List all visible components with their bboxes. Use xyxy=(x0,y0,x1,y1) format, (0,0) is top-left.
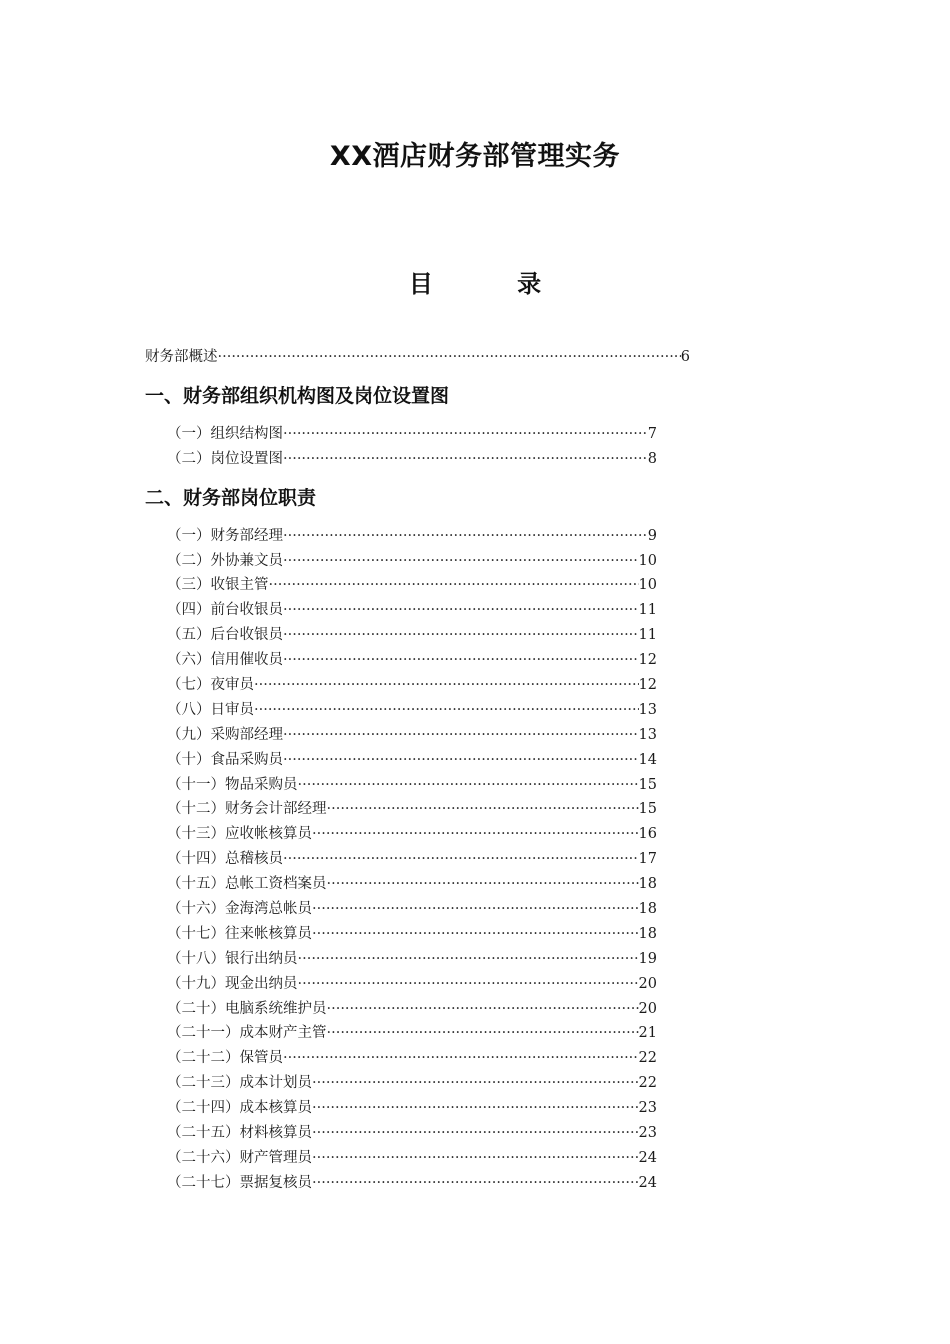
dot-leader xyxy=(283,1046,639,1071)
toc-entry-label: （七）夜审员 xyxy=(167,677,254,694)
toc-entry-page: 8 xyxy=(647,450,657,467)
toc-entry[interactable] xyxy=(145,1021,657,1046)
toc-entry-page: 14 xyxy=(638,751,657,768)
toc-entry-page: 6 xyxy=(680,349,690,365)
toc-entry-label: （十）食品采购员 xyxy=(167,751,283,768)
toc-entry-label: （十五）总帐工资档案员 xyxy=(167,876,327,893)
toc-entry-label: （五）后台收银员 xyxy=(167,627,283,644)
toc-entry-page: 22 xyxy=(638,1050,657,1067)
toc-entry-page: 11 xyxy=(638,602,657,619)
dot-leader xyxy=(327,1021,639,1046)
toc-entry-label: （二十）电脑系统维护员 xyxy=(167,1000,327,1017)
toc-entry-label: （二十五）材料核算员 xyxy=(167,1125,312,1142)
toc-entry[interactable] xyxy=(145,598,657,623)
toc-entry-page: 24 xyxy=(638,1174,657,1191)
toc-entry[interactable] xyxy=(145,1121,657,1146)
document-title: XX酒店财务部管理实务 xyxy=(329,141,621,172)
toc-entry-page: 10 xyxy=(638,552,657,569)
toc-entry-label: （十一）物品采购员 xyxy=(167,776,298,793)
toc-entry[interactable] xyxy=(145,773,657,798)
toc-entry-label: （十四）总稽核员 xyxy=(167,851,283,868)
toc-entry-label: （二十一）成本财产主管 xyxy=(167,1025,327,1042)
toc-entry-page: 21 xyxy=(638,1025,657,1042)
dot-leader xyxy=(283,422,648,447)
toc-entry[interactable] xyxy=(145,797,657,822)
dot-leader xyxy=(269,573,639,598)
dot-leader xyxy=(283,623,639,648)
toc-entry-page: 16 xyxy=(638,826,657,843)
dot-leader xyxy=(312,1146,639,1171)
toc-entry-label: （二十三）成本计划员 xyxy=(167,1075,312,1092)
dot-leader xyxy=(283,648,639,673)
toc-entry[interactable] xyxy=(145,972,657,997)
toc-entry[interactable] xyxy=(145,997,657,1022)
toc-entry-label: （一）财务部经理 xyxy=(167,527,283,544)
toc-entry-label: （二）外协兼文员 xyxy=(167,552,283,569)
dot-leader xyxy=(283,549,639,574)
toc-entry-page: 24 xyxy=(638,1149,657,1166)
toc-entry-label: （十三）应收帐核算员 xyxy=(167,826,312,843)
toc-entry-label: （十八）银行出纳员 xyxy=(167,950,298,967)
toc-entry[interactable] xyxy=(145,673,657,698)
toc-entry-overview[interactable] xyxy=(145,345,690,370)
toc-entry-page: 11 xyxy=(638,627,657,644)
toc-entry-page: 15 xyxy=(638,776,657,793)
toc-entry[interactable] xyxy=(145,698,657,723)
toc-entry-label: （四）前台收银员 xyxy=(167,602,283,619)
dot-leader xyxy=(283,723,639,748)
dot-leader xyxy=(312,897,639,922)
toc-entry-page: 18 xyxy=(638,901,657,918)
toc-entry-page: 13 xyxy=(638,726,657,743)
toc-entry-page: 22 xyxy=(638,1075,657,1092)
toc-entry-label: （二十七）票据复核员 xyxy=(167,1174,312,1191)
toc-entry-label: （八）日审员 xyxy=(167,701,254,718)
dot-leader xyxy=(283,524,648,549)
toc-entry[interactable] xyxy=(145,1146,657,1171)
toc-entry-page: 13 xyxy=(638,701,657,718)
toc-entry-page: 17 xyxy=(638,851,657,868)
toc-entry[interactable] xyxy=(145,748,657,773)
toc-entry-page: 18 xyxy=(638,925,657,942)
toc-entry[interactable] xyxy=(145,447,657,472)
toc-entry[interactable] xyxy=(145,623,657,648)
toc-entry[interactable] xyxy=(145,872,657,897)
dot-leader xyxy=(298,947,639,972)
toc-entry-page: 20 xyxy=(638,975,657,992)
toc-entry[interactable] xyxy=(145,1046,657,1071)
toc-entry-label: （二十二）保管员 xyxy=(167,1050,283,1067)
toc-entry[interactable] xyxy=(145,648,657,673)
toc-entry[interactable] xyxy=(145,947,657,972)
toc-entry[interactable] xyxy=(145,897,657,922)
toc-entry-label: （十二）财务会计部经理 xyxy=(167,801,327,818)
toc-entry-page: 10 xyxy=(638,577,657,594)
dot-leader xyxy=(218,345,681,370)
dot-leader xyxy=(312,922,639,947)
dot-leader xyxy=(254,698,639,723)
toc-entry-page: 12 xyxy=(638,652,657,669)
toc-entry[interactable] xyxy=(145,422,657,447)
toc-entry-label: （十九）现金出纳员 xyxy=(167,975,298,992)
dot-leader xyxy=(254,673,639,698)
toc-entry[interactable] xyxy=(145,822,657,847)
toc-entry-label: （一）组织结构图 xyxy=(167,425,283,442)
dot-leader xyxy=(312,822,639,847)
toc-entry-label: （十六）金海湾总帐员 xyxy=(167,901,312,918)
dot-leader xyxy=(298,972,639,997)
dot-leader xyxy=(283,598,639,623)
dot-leader xyxy=(327,872,639,897)
toc-entry-page: 23 xyxy=(638,1100,657,1117)
table-of-contents xyxy=(145,345,690,1196)
toc-entry-label: 财务部概述 xyxy=(145,349,218,365)
toc-entry[interactable] xyxy=(145,524,657,549)
toc-entry-page: 15 xyxy=(638,801,657,818)
dot-leader xyxy=(283,447,648,472)
toc-entry[interactable] xyxy=(145,1071,657,1096)
dot-leader xyxy=(283,748,639,773)
toc-entry-label: （九）采购部经理 xyxy=(167,726,283,743)
toc-entry[interactable] xyxy=(145,847,657,872)
toc-entry-label: （六）信用催收员 xyxy=(167,652,283,669)
dot-leader xyxy=(327,797,639,822)
toc-entry-page: 9 xyxy=(647,527,657,544)
dot-leader xyxy=(298,773,639,798)
dot-leader xyxy=(312,1171,639,1196)
toc-entry[interactable] xyxy=(145,549,657,574)
toc-heading: 目 录 xyxy=(408,270,580,298)
toc-entry-page: 7 xyxy=(647,425,657,442)
toc-entry-page: 23 xyxy=(638,1125,657,1142)
toc-entry[interactable] xyxy=(145,573,657,598)
toc-entry-page: 19 xyxy=(638,950,657,967)
dot-leader xyxy=(327,997,639,1022)
toc-entry-label: （十七）往来帐核算员 xyxy=(167,925,312,942)
dot-leader xyxy=(283,847,639,872)
dot-leader xyxy=(312,1096,639,1121)
toc-entry-page: 12 xyxy=(638,677,657,694)
toc-entry-label: （二十四）成本核算员 xyxy=(167,1100,312,1117)
toc-entry[interactable] xyxy=(145,922,657,947)
toc-entry[interactable] xyxy=(145,723,657,748)
toc-entry-label: （二）岗位设置图 xyxy=(167,450,283,467)
toc-entry-page: 20 xyxy=(638,1000,657,1017)
toc-entry-label: （三）收银主管 xyxy=(167,577,269,594)
toc-entry-page: 18 xyxy=(638,876,657,893)
toc-sections xyxy=(145,376,690,1196)
section-heading[interactable]: 一、财务部组织机构图及岗位设置图 xyxy=(145,384,450,407)
toc-entry[interactable] xyxy=(145,1171,657,1196)
toc-entry[interactable] xyxy=(145,1096,657,1121)
toc-entry-label: （二十六）财产管理员 xyxy=(167,1149,312,1166)
section-heading[interactable]: 二、财务部岗位职责 xyxy=(145,486,317,509)
dot-leader xyxy=(312,1071,639,1096)
dot-leader xyxy=(312,1121,639,1146)
